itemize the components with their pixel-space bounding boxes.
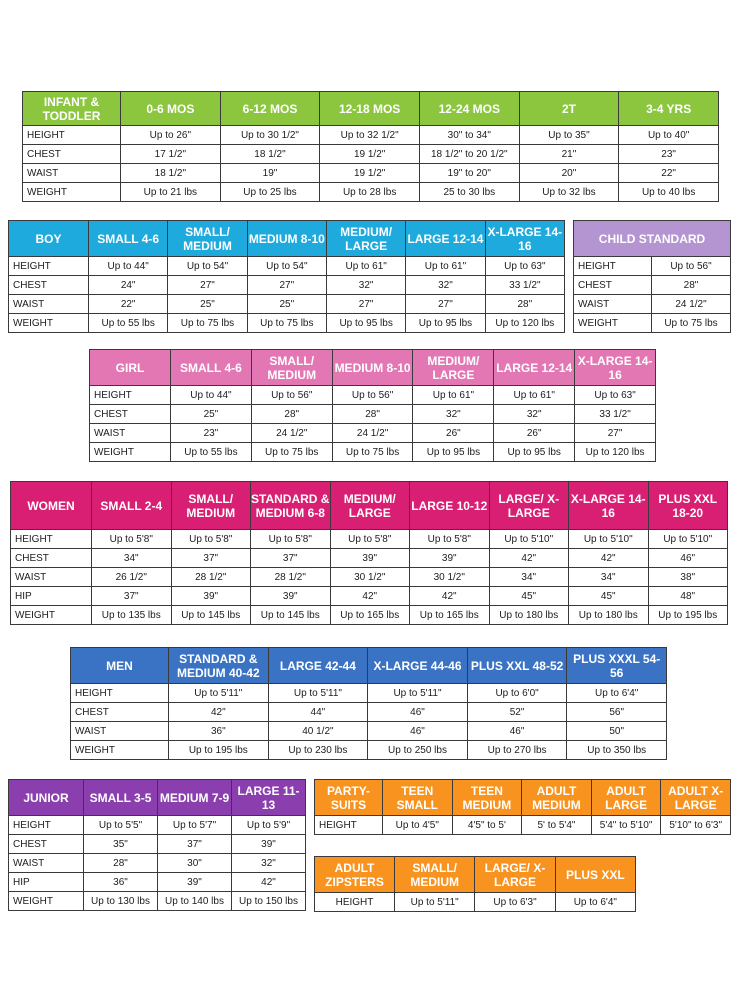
table-cell: 28"	[332, 405, 413, 424]
table-cell: Up to 40"	[619, 126, 719, 145]
table-cell: 32"	[494, 405, 575, 424]
table-cell: Up to 75 lbs	[251, 443, 332, 462]
table-cell: Up to 55 lbs	[89, 314, 168, 333]
table-cell: Up to 44"	[89, 257, 168, 276]
table-row	[11, 587, 728, 606]
table-row	[9, 873, 306, 892]
table-cell: 34"	[489, 568, 569, 587]
table-cell: 5'4" to 5'10"	[591, 816, 661, 835]
table-cell: Up to 5'11"	[395, 893, 475, 912]
women-heading: WOMEN	[11, 482, 92, 530]
table-cell: 30"	[158, 854, 232, 873]
table-cell: Up to 145 lbs	[251, 606, 331, 625]
boy-heading: BOY	[9, 221, 89, 257]
table-row	[9, 835, 306, 854]
table-cell: 24"	[89, 276, 168, 295]
size-header: LARGE 12-14	[406, 221, 485, 257]
table-row	[90, 386, 656, 405]
table-cell: 28"	[251, 405, 332, 424]
infant-toddler-heading: INFANT & TODDLER	[23, 92, 121, 126]
size-header: SMALL 2-4	[92, 482, 172, 530]
table-cell: Up to 140 lbs	[158, 892, 232, 911]
size-header: LARGE 10-12	[410, 482, 490, 530]
row-label: CHEST	[23, 145, 121, 164]
table-cell: Up to 56"	[652, 257, 731, 276]
table-cell: 25 to 30 lbs	[419, 183, 519, 202]
table-cell: Up to 150 lbs	[232, 892, 306, 911]
table-cell: 46"	[368, 703, 468, 722]
table-row	[71, 741, 667, 760]
table-cell: Up to 120 lbs	[575, 443, 656, 462]
table-cell: 34"	[569, 568, 649, 587]
table-cell: Up to 6'3"	[475, 893, 555, 912]
size-header: X-LARGE 14-16	[485, 221, 564, 257]
table-row	[90, 424, 656, 443]
row-label: HIP	[11, 587, 92, 606]
table-cell: 56"	[567, 703, 667, 722]
party-suits-heading: PARTY-SUITS	[315, 780, 383, 816]
row-label: CHEST	[90, 405, 171, 424]
table-cell: Up to 95 lbs	[494, 443, 575, 462]
table-cell: 18 1/2" to 20 1/2"	[419, 145, 519, 164]
size-header: LARGE 12-14	[494, 350, 575, 386]
size-header: 0-6 MOS	[121, 92, 221, 126]
table-cell: Up to 95 lbs	[406, 314, 485, 333]
table-cell: Up to 75 lbs	[247, 314, 326, 333]
table-row	[23, 145, 719, 164]
size-header: SMALL 4-6	[89, 221, 168, 257]
size-header: SMALL/ MEDIUM	[251, 350, 332, 386]
boy-table	[8, 220, 565, 333]
table-cell: 42"	[489, 549, 569, 568]
table-cell: Up to 5'8"	[330, 530, 410, 549]
table-cell: Up to 6'4"	[567, 684, 667, 703]
table-cell: 20"	[519, 164, 619, 183]
row-label: WEIGHT	[11, 606, 92, 625]
row-label: HEIGHT	[9, 257, 89, 276]
row-label: WAIST	[9, 295, 89, 314]
table-cell: Up to 95 lbs	[413, 443, 494, 462]
table-row	[9, 314, 565, 333]
table-cell: 42"	[410, 587, 490, 606]
table-cell: Up to 5'5"	[84, 816, 158, 835]
men-heading: MEN	[71, 648, 169, 684]
table-cell: 52"	[467, 703, 567, 722]
table-cell: 25"	[168, 295, 247, 314]
row-label: HEIGHT	[11, 530, 92, 549]
table-cell: 32"	[406, 276, 485, 295]
table-cell: 30 1/2"	[330, 568, 410, 587]
table-cell: Up to 5'10"	[648, 530, 728, 549]
table-cell: Up to 21 lbs	[121, 183, 221, 202]
table-cell: 37"	[158, 835, 232, 854]
table-cell: 28"	[84, 854, 158, 873]
row-label: WAIST	[71, 722, 169, 741]
table-row	[23, 126, 719, 145]
row-label: HEIGHT	[90, 386, 171, 405]
table-cell: Up to 56"	[251, 386, 332, 405]
table-cell: 32"	[413, 405, 494, 424]
table-cell: 28"	[652, 276, 731, 295]
table-cell: 26"	[413, 424, 494, 443]
table-cell: Up to 5'8"	[410, 530, 490, 549]
women-table	[10, 481, 728, 625]
table-cell: 45"	[569, 587, 649, 606]
table-cell: 5'10" to 6'3"	[661, 816, 731, 835]
table-cell: 17 1/2"	[121, 145, 221, 164]
adult-zipsters-heading: ADULT ZIPSTERS	[315, 857, 395, 893]
row-label: CHEST	[71, 703, 169, 722]
row-label: CHEST	[11, 549, 92, 568]
table-cell: 21"	[519, 145, 619, 164]
table-cell: 39"	[251, 587, 331, 606]
infant-toddler-table	[22, 91, 719, 202]
table-row	[574, 276, 731, 295]
table-cell: 39"	[232, 835, 306, 854]
table-cell: Up to 61"	[413, 386, 494, 405]
table-cell: 27"	[168, 276, 247, 295]
row-label: WEIGHT	[90, 443, 171, 462]
table-cell: Up to 180 lbs	[569, 606, 649, 625]
table-cell: Up to 165 lbs	[410, 606, 490, 625]
table-cell: Up to 61"	[326, 257, 405, 276]
row-label: HEIGHT	[9, 816, 84, 835]
table-cell: Up to 44"	[171, 386, 252, 405]
table-cell: 30" to 34"	[419, 126, 519, 145]
size-header: LARGE/ X-LARGE	[489, 482, 569, 530]
size-header: TEEN SMALL	[383, 780, 453, 816]
table-cell: 23"	[171, 424, 252, 443]
size-header: MEDIUM 8-10	[332, 350, 413, 386]
table-cell: 46"	[648, 549, 728, 568]
party-suits-table	[314, 779, 731, 835]
table-cell: Up to 5'8"	[92, 530, 172, 549]
table-cell: 27"	[406, 295, 485, 314]
table-row	[90, 405, 656, 424]
table-cell: 42"	[569, 549, 649, 568]
size-header: LARGE/ X-LARGE	[475, 857, 555, 893]
table-cell: 42"	[169, 703, 269, 722]
table-cell: Up to 5'11"	[268, 684, 368, 703]
row-label: HEIGHT	[315, 816, 383, 835]
table-cell: Up to 75 lbs	[168, 314, 247, 333]
table-cell: Up to 145 lbs	[171, 606, 251, 625]
size-header: ADULT LARGE	[591, 780, 661, 816]
table-cell: Up to 5'11"	[368, 684, 468, 703]
table-row	[315, 893, 636, 912]
size-header: X-LARGE 14-16	[569, 482, 649, 530]
table-cell: Up to 165 lbs	[330, 606, 410, 625]
junior-table	[8, 779, 306, 911]
table-cell: 39"	[171, 587, 251, 606]
table-row	[9, 295, 565, 314]
table-cell: Up to 35"	[519, 126, 619, 145]
table-cell: 18 1/2"	[220, 145, 320, 164]
table-row	[23, 164, 719, 183]
size-header: 12-24 MOS	[419, 92, 519, 126]
table-cell: 27"	[247, 276, 326, 295]
row-label: WEIGHT	[23, 183, 121, 202]
table-cell: 30 1/2"	[410, 568, 490, 587]
table-cell: 46"	[368, 722, 468, 741]
row-label: WAIST	[11, 568, 92, 587]
table-cell: Up to 270 lbs	[467, 741, 567, 760]
table-cell: 46"	[467, 722, 567, 741]
table-cell: 19" to 20"	[419, 164, 519, 183]
size-header: SMALL 4-6	[171, 350, 252, 386]
size-header: ADULT MEDIUM	[522, 780, 592, 816]
table-cell: 35"	[84, 835, 158, 854]
size-header: PLUS XXXL 54-56	[567, 648, 667, 684]
table-cell: 37"	[171, 549, 251, 568]
table-cell: Up to 75 lbs	[332, 443, 413, 462]
row-label: WAIST	[23, 164, 121, 183]
table-cell: Up to 120 lbs	[485, 314, 564, 333]
table-cell: 42"	[330, 587, 410, 606]
size-header: LARGE 11-13	[232, 780, 306, 816]
table-cell: 38"	[648, 568, 728, 587]
table-row	[9, 854, 306, 873]
table-row	[11, 530, 728, 549]
table-cell: 28 1/2"	[171, 568, 251, 587]
row-label: WAIST	[90, 424, 171, 443]
size-header: STANDARD & MEDIUM 6-8	[251, 482, 331, 530]
table-cell: 48"	[648, 587, 728, 606]
table-cell: 28"	[485, 295, 564, 314]
row-label: HEIGHT	[23, 126, 121, 145]
table-cell: 25"	[171, 405, 252, 424]
table-cell: 19 1/2"	[320, 164, 420, 183]
table-row	[23, 183, 719, 202]
table-cell: Up to 25 lbs	[220, 183, 320, 202]
size-header: PLUS XXL 18-20	[648, 482, 728, 530]
table-cell: Up to 5'9"	[232, 816, 306, 835]
size-header: SMALL/ MEDIUM	[395, 857, 475, 893]
table-row	[315, 816, 731, 835]
size-header: ADULT X-LARGE	[661, 780, 731, 816]
table-cell: 50"	[567, 722, 667, 741]
table-cell: Up to 61"	[494, 386, 575, 405]
table-cell: 40 1/2"	[268, 722, 368, 741]
table-cell: 19 1/2"	[320, 145, 420, 164]
row-label: WAIST	[574, 295, 652, 314]
table-cell: 37"	[251, 549, 331, 568]
table-row	[574, 314, 731, 333]
table-cell: 22"	[619, 164, 719, 183]
size-header: MEDIUM/ LARGE	[413, 350, 494, 386]
table-cell: Up to 350 lbs	[567, 741, 667, 760]
table-cell: 27"	[575, 424, 656, 443]
row-label: HIP	[9, 873, 84, 892]
table-cell: 24 1/2"	[332, 424, 413, 443]
table-cell: 44"	[268, 703, 368, 722]
girl-table	[89, 349, 656, 462]
size-header: 12-18 MOS	[320, 92, 420, 126]
men-table	[70, 647, 667, 760]
table-cell: Up to 5'10"	[489, 530, 569, 549]
table-cell: Up to 63"	[485, 257, 564, 276]
table-cell: Up to 5'11"	[169, 684, 269, 703]
table-cell: Up to 95 lbs	[326, 314, 405, 333]
size-header: SMALL 3-5	[84, 780, 158, 816]
table-cell: 39"	[330, 549, 410, 568]
row-label: WAIST	[9, 854, 84, 873]
size-header: SMALL/ MEDIUM	[168, 221, 247, 257]
table-cell: 33 1/2"	[575, 405, 656, 424]
table-cell: 34"	[92, 549, 172, 568]
table-cell: 36"	[84, 873, 158, 892]
table-row	[574, 257, 731, 276]
table-row	[9, 816, 306, 835]
size-header: MEDIUM 8-10	[247, 221, 326, 257]
table-cell: 37"	[92, 587, 172, 606]
table-cell: Up to 26"	[121, 126, 221, 145]
row-label: HEIGHT	[71, 684, 169, 703]
child-standard-table	[573, 220, 731, 333]
table-cell: 32"	[326, 276, 405, 295]
table-cell: 39"	[158, 873, 232, 892]
table-row	[9, 276, 565, 295]
table-cell: 5' to 5'4"	[522, 816, 592, 835]
girl-heading: GIRL	[90, 350, 171, 386]
table-cell: Up to 180 lbs	[489, 606, 569, 625]
table-cell: Up to 40 lbs	[619, 183, 719, 202]
table-cell: Up to 56"	[332, 386, 413, 405]
size-header: SMALL/ MEDIUM	[171, 482, 251, 530]
table-cell: Up to 4'5"	[383, 816, 453, 835]
table-cell: Up to 130 lbs	[84, 892, 158, 911]
row-label: WEIGHT	[9, 892, 84, 911]
table-cell: Up to 6'0"	[467, 684, 567, 703]
table-cell: 26 1/2"	[92, 568, 172, 587]
table-cell: 36"	[169, 722, 269, 741]
table-row	[9, 892, 306, 911]
table-cell: Up to 75 lbs	[652, 314, 731, 333]
table-row	[90, 443, 656, 462]
row-label: CHEST	[574, 276, 652, 295]
table-cell: Up to 32 1/2"	[320, 126, 420, 145]
table-cell: Up to 6'4"	[555, 893, 635, 912]
table-cell: 18 1/2"	[121, 164, 221, 183]
size-header: STANDARD & MEDIUM 40-42	[169, 648, 269, 684]
table-row	[11, 606, 728, 625]
table-cell: Up to 55 lbs	[171, 443, 252, 462]
size-header: 2T	[519, 92, 619, 126]
table-row	[11, 568, 728, 587]
table-cell: 4'5" to 5'	[452, 816, 522, 835]
table-cell: 42"	[232, 873, 306, 892]
table-cell: 25"	[247, 295, 326, 314]
table-cell: 39"	[410, 549, 490, 568]
table-cell: Up to 250 lbs	[368, 741, 468, 760]
row-label: HEIGHT	[574, 257, 652, 276]
table-cell: 32"	[232, 854, 306, 873]
table-cell: Up to 32 lbs	[519, 183, 619, 202]
table-cell: 33 1/2"	[485, 276, 564, 295]
row-label: WEIGHT	[574, 314, 652, 333]
junior-heading: JUNIOR	[9, 780, 84, 816]
table-cell: Up to 5'8"	[171, 530, 251, 549]
table-cell: Up to 195 lbs	[648, 606, 728, 625]
table-cell: Up to 54"	[168, 257, 247, 276]
table-cell: Up to 63"	[575, 386, 656, 405]
table-cell: Up to 54"	[247, 257, 326, 276]
adult-zipsters-table	[314, 856, 636, 912]
size-header: LARGE 42-44	[268, 648, 368, 684]
size-header: MEDIUM/ LARGE	[326, 221, 405, 257]
row-label: CHEST	[9, 835, 84, 854]
table-cell: Up to 61"	[406, 257, 485, 276]
table-cell: 26"	[494, 424, 575, 443]
table-cell: Up to 5'10"	[569, 530, 649, 549]
table-cell: 23"	[619, 145, 719, 164]
table-cell: Up to 135 lbs	[92, 606, 172, 625]
row-label: CHEST	[9, 276, 89, 295]
size-header: X-LARGE 14-16	[575, 350, 656, 386]
table-cell: Up to 28 lbs	[320, 183, 420, 202]
table-row	[71, 722, 667, 741]
size-header: TEEN MEDIUM	[452, 780, 522, 816]
size-header: 3-4 YRS	[619, 92, 719, 126]
table-cell: 45"	[489, 587, 569, 606]
table-row	[9, 257, 565, 276]
table-cell: 22"	[89, 295, 168, 314]
size-header: PLUS XXL 48-52	[467, 648, 567, 684]
table-row	[71, 703, 667, 722]
size-header: MEDIUM 7-9	[158, 780, 232, 816]
table-row	[11, 549, 728, 568]
table-cell: Up to 230 lbs	[268, 741, 368, 760]
table-cell: Up to 5'8"	[251, 530, 331, 549]
row-label: WEIGHT	[9, 314, 89, 333]
size-header: 6-12 MOS	[220, 92, 320, 126]
table-cell: Up to 5'7"	[158, 816, 232, 835]
row-label: HEIGHT	[315, 893, 395, 912]
size-header: MEDIUM/ LARGE	[330, 482, 410, 530]
table-cell: Up to 195 lbs	[169, 741, 269, 760]
table-cell: Up to 30 1/2"	[220, 126, 320, 145]
table-cell: 27"	[326, 295, 405, 314]
table-row	[574, 295, 731, 314]
table-cell: 24 1/2"	[251, 424, 332, 443]
row-label: WEIGHT	[71, 741, 169, 760]
table-cell: 28 1/2"	[251, 568, 331, 587]
table-cell: 24 1/2"	[652, 295, 731, 314]
table-row	[71, 684, 667, 703]
child-standard-heading: CHILD STANDARD	[574, 221, 731, 257]
size-header: X-LARGE 44-46	[368, 648, 468, 684]
table-cell: 19"	[220, 164, 320, 183]
size-header: PLUS XXL	[555, 857, 635, 893]
